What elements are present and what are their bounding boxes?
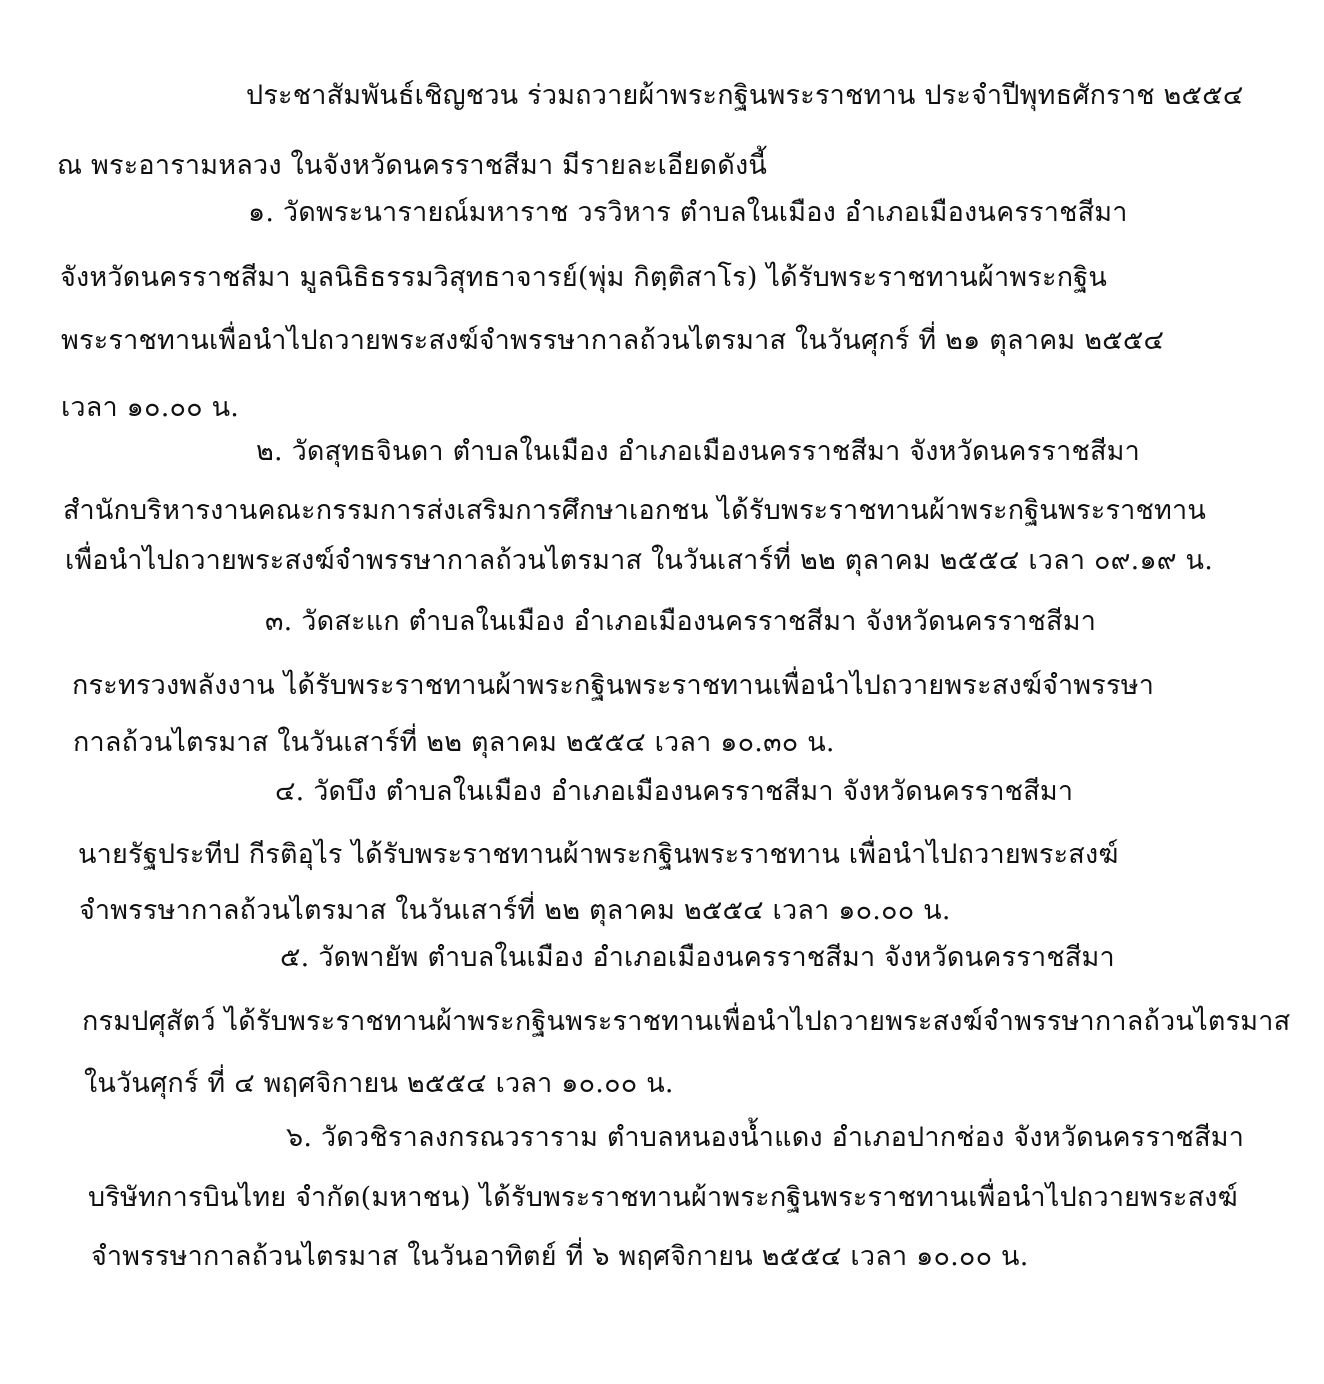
item-3-line-2: กระทรวงพลังงาน ได้รับพระราชทานผ้าพระกฐินพระราชทานเพื่อนำไปถวายพระสงฆ์จำพรรษา: [72, 670, 1155, 701]
item-4-line-2: นายรัฐประทีป กีรติอุไร ได้รับพระราชทานผ้าพระกฐินพระราชทาน เพื่อนำไปถวายพระสงฆ์: [78, 839, 1119, 870]
intro-line-1: ประชาสัมพันธ์เชิญชวน ร่วมถวายผ้าพระกฐินพระราชทาน ประจำปีพุทธศักราช ๒๕๕๔: [246, 80, 1244, 111]
item-5-line-2: กรมปศุสัตว์ ได้รับพระราชทานผ้าพระกฐินพระราชทานเพื่อนำไปถวายพระสงฆ์จำพรรษากาลถ้วนไตรมาส: [82, 1006, 1291, 1037]
item-6-line-3: จำพรรษากาลถ้วนไตรมาส ในวันอาทิตย์ ที่ ๖ พฤศจิกายน ๒๕๕๔ เวลา ๑๐.๐๐ น.: [91, 1241, 1029, 1272]
item-3-line-3: กาลถ้วนไตรมาส ในวันเสาร์ที่ ๒๒ ตุลาคม ๒๕๕๔ เวลา ๑๐.๓๐ น.: [73, 727, 835, 758]
item-4-line-1: ๔. วัดบึง ตำบลในเมือง อำเภอเมืองนครราชสีมา จังหวัดนครราชสีมา: [275, 776, 1074, 807]
item-1-line-3: พระราชทานเพื่อนำไปถวายพระสงฆ์จำพรรษากาลถ้วนไตรมาส ในวันศุกร์ ที่ ๒๑ ตุลาคม ๒๕๕๔: [61, 325, 1165, 356]
item-2-line-1: ๒. วัดสุทธจินดา ตำบลในเมือง อำเภอเมืองนครราชสีมา จังหวัดนครราชสีมา: [256, 436, 1141, 467]
item-6-line-1: ๖. วัดวชิราลงกรณวราราม ตำบลหนองน้ำแดง อำเภอปากช่อง จังหวัดนครราชสีมา: [286, 1122, 1245, 1153]
item-5-line-3: ในวันศุกร์ ที่ ๔ พฤศจิกายน ๒๕๕๔ เวลา ๑๐.๐๐ น.: [84, 1068, 674, 1099]
intro-line-2: ณ พระอารามหลวง ในจังหวัดนครราชสีมา มีรายละเอียดดังนี้: [57, 150, 768, 181]
item-1-line-4: เวลา ๑๐.๐๐ น.: [61, 392, 240, 423]
item-1-line-2: จังหวัดนครราชสีมา มูลนิธิธรรมวิสุทธาจารย์(พุ่ม กิตฺติสาโร) ได้รับพระราชทานผ้าพระกฐิน: [60, 262, 1108, 293]
item-4-line-3: จำพรรษากาลถ้วนไตรมาส ในวันเสาร์ที่ ๒๒ ตุลาคม ๒๕๕๔ เวลา ๑๐.๐๐ น.: [79, 895, 951, 926]
item-1-line-1: ๑. วัดพระนารายณ์มหาราช วรวิหาร ตำบลในเมือง อำเภอเมืองนครราชสีมา: [248, 197, 1128, 228]
item-2-line-2: สำนักบริหารงานคณะกรรมการส่งเสริมการศึกษาเอกชน ได้รับพระราชทานผ้าพระกฐินพระราชทาน: [63, 495, 1207, 526]
item-5-line-1: ๕. วัดพายัพ ตำบลในเมือง อำเภอเมืองนครราชสีมา จังหวัดนครราชสีมา: [280, 942, 1115, 973]
item-2-line-3: เพื่อนำไปถวายพระสงฆ์จำพรรษากาลถ้วนไตรมาส ในวันเสาร์ที่ ๒๒ ตุลาคม ๒๕๕๔ เวลา ๐๙.๑๙ น.: [65, 545, 1213, 576]
item-6-line-2: บริษัทการบินไทย จำกัด(มหาชน) ได้รับพระราชทานผ้าพระกฐินพระราชทานเพื่อนำไปถวายพระสงฆ์: [88, 1182, 1238, 1213]
item-3-line-1: ๓. วัดสะแก ตำบลในเมือง อำเภอเมืองนครราชสีมา จังหวัดนครราชสีมา: [265, 606, 1097, 637]
